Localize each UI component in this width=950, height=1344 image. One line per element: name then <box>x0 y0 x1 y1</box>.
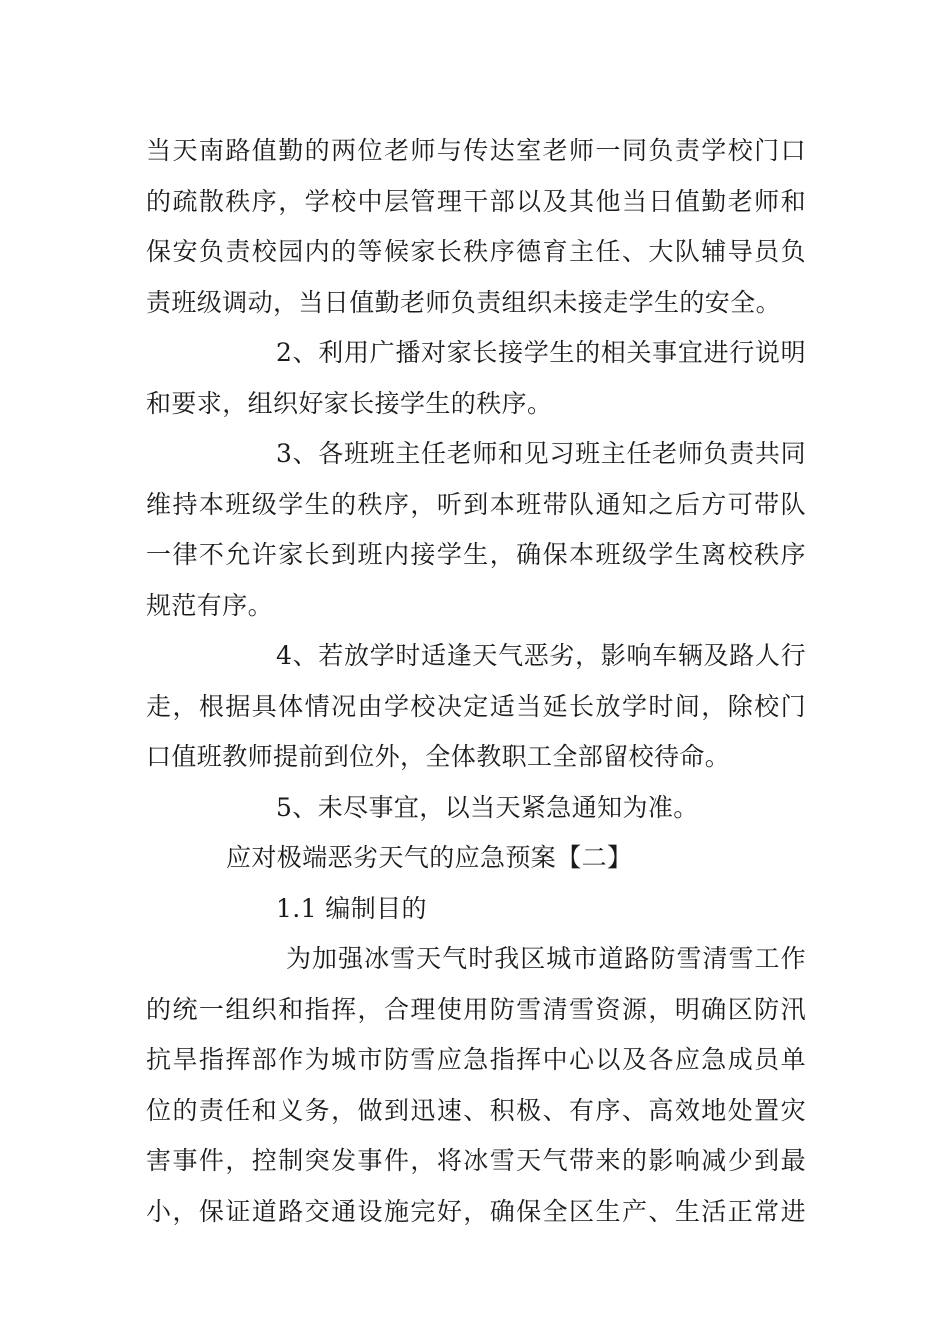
item-4-line-2: 走，根据具体情况由学校决定适当延长放学时间，除校门 <box>146 691 806 721</box>
purpose-line-2: 的统一组织和指挥，合理使用防雪清雪资源，明确区防汛 <box>146 994 806 1024</box>
item-5: 5、未尽事宜，以当天紧急通知为准。 <box>276 792 699 822</box>
item-4-line-1: 4、若放学时适逢天气恶劣，影响车辆及路人行 <box>276 641 806 670</box>
purpose-line-1: 为加强冰雪天气时我区城市道路防雪清雪工作 <box>286 944 806 973</box>
section-title: 应对极端恶劣天气的应急预案【二】 <box>226 843 633 872</box>
item-4-line-3: 口值班教师提前到位外，全体教职工全部留校待命。 <box>146 742 731 771</box>
paragraph-1-line-3: 保安负责校园内的等候家长秩序德育主任、大队辅导员负 <box>146 237 806 266</box>
purpose-line-5: 害事件，控制突发事件，将冰雪天气带来的影响减少到最 <box>146 1146 806 1175</box>
item-3-line-3: 一律不允许家长到班内接学生，确保本班级学生离校秩序 <box>146 540 806 569</box>
item-3-line-4: 规范有序。 <box>146 590 274 620</box>
purpose-line-3: 抗旱指挥部作为城市防雪应急指挥中心以及各应急成员单 <box>146 1045 806 1074</box>
document-body <box>146 126 806 1237</box>
item-2-line-1: 2、利用广播对家长接学生的相关事宜进行说明 <box>276 338 806 367</box>
item-3-line-2: 维持本班级学生的秩序，听到本班带队通知之后方可带队 <box>146 489 806 519</box>
paragraph-1-line-4: 责班级调动，当日值勤老师负责组织未接走学生的安全。 <box>146 287 782 317</box>
paragraph-1-line-2: 的疏散秩序，学校中层管理干部以及其他当日值勤老师和 <box>146 186 806 216</box>
purpose-line-4: 位的责任和义务，做到迅速、积极、有序、高效地处置灾 <box>146 1095 806 1125</box>
purpose-line-6: 小，保证道路交通设施完好，确保全区生产、生活正常进 <box>146 1196 806 1226</box>
item-3-line-1: 3、各班班主任老师和见习班主任老师负责共同 <box>276 439 806 468</box>
item-2-line-2: 和要求，组织好家长接学生的秩序。 <box>146 388 553 418</box>
paragraph-1-line-1: 当天南路值勤的两位老师与传达室老师一同负责学校门口 <box>146 136 806 165</box>
subsection-title: 1.1 编制目的 <box>276 893 427 923</box>
